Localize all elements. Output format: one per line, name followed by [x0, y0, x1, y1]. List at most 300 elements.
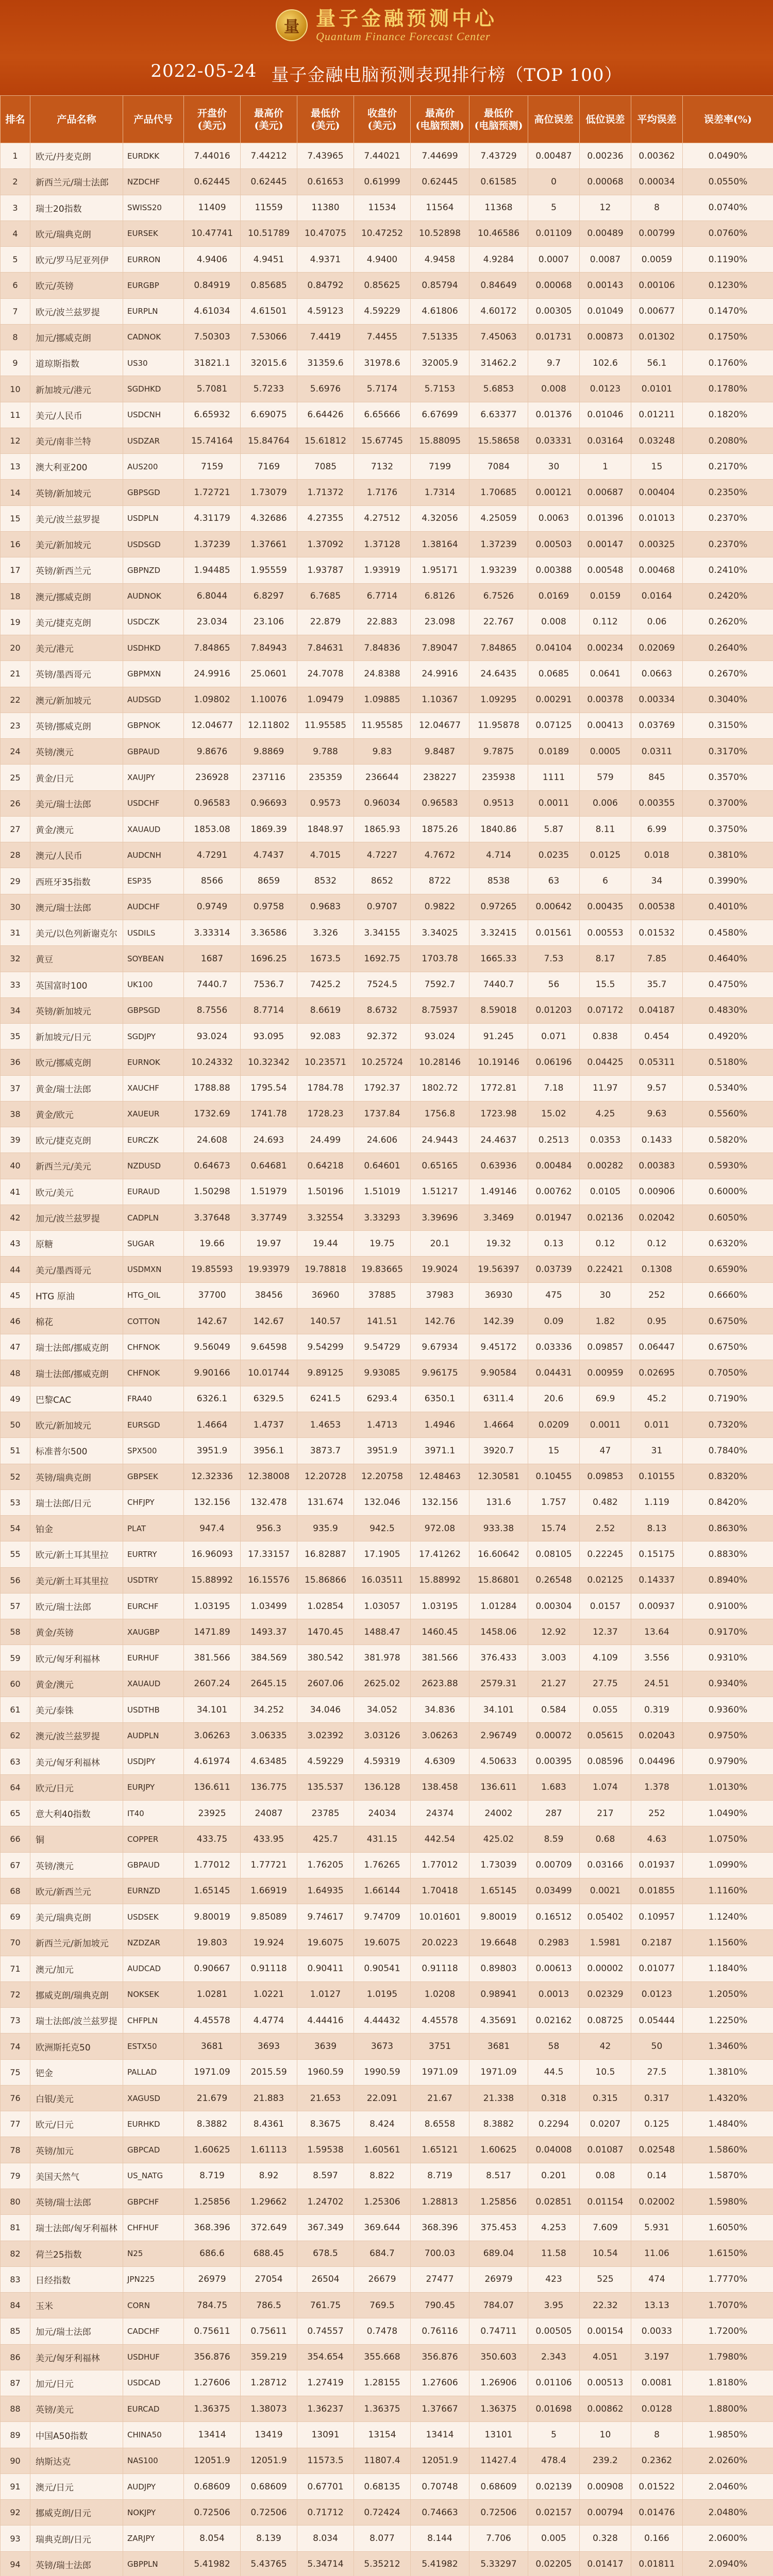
table-cell: 93.095 [241, 1024, 297, 1049]
table-cell: 10.54 [580, 2241, 631, 2266]
table-cell: 0.2187 [631, 1930, 683, 1956]
table-cell: 23785 [297, 1801, 354, 1826]
table-row [1, 324, 773, 350]
table-cell: 11427.4 [469, 2448, 528, 2473]
table-cell: 2579.31 [469, 1671, 528, 1697]
table-cell: 10.47075 [297, 221, 354, 246]
table-row [1, 635, 773, 661]
table-cell: 1.36375 [354, 2396, 411, 2422]
table-cell: 8.4361 [241, 2111, 297, 2137]
table-cell: 0.3150% [683, 713, 773, 738]
table-cell: 35.7 [631, 972, 683, 997]
column-header: 误差率(%) [683, 96, 773, 143]
table-cell: 0.9340% [683, 1671, 773, 1697]
table-cell: 0.02002 [631, 2189, 683, 2214]
table-cell: 英镑/瑞士法郎 [30, 2189, 123, 2214]
table-cell: 11534 [354, 195, 411, 221]
table-cell: 0.6590% [683, 1257, 773, 1282]
table-cell: SGDJPY [123, 1024, 184, 1049]
table-cell: 11564 [411, 195, 469, 221]
table-cell: 372.649 [241, 2215, 297, 2241]
table-cell: 1.119 [631, 1489, 683, 1515]
table-cell: 0.85685 [241, 273, 297, 298]
table-cell: 0.01532 [631, 920, 683, 945]
table-cell: 688.45 [241, 2241, 297, 2266]
table-cell: 0.5820% [683, 1127, 773, 1153]
table-cell: 英镑/挪威克朗 [30, 713, 123, 738]
table-cell: 4.7672 [411, 842, 469, 868]
table-cell: 2.0460% [683, 2473, 773, 2499]
table-cell: 0.01855 [631, 1878, 683, 1904]
table-cell: 3.37648 [184, 1205, 241, 1230]
table-cell: 25 [1, 765, 30, 790]
table-row [1, 1671, 773, 1697]
table-cell: CADCHF [123, 2318, 184, 2344]
table-row [1, 1774, 773, 1800]
table-cell: 0.03499 [528, 1878, 580, 1904]
table-cell: 12 [580, 195, 631, 221]
table-row [1, 2033, 773, 2059]
table-cell: 21.679 [184, 2085, 241, 2111]
table-cell: 6.8044 [184, 583, 241, 609]
table-cell: 12051.9 [411, 2448, 469, 2473]
table-cell: 34.046 [297, 1697, 354, 1722]
table-cell: 澳元/新加坡元 [30, 687, 123, 713]
table-cell: AUDNOK [123, 583, 184, 609]
table-cell: 1460.45 [411, 1619, 469, 1645]
table-cell: 5.33297 [469, 2551, 528, 2576]
table-cell: 美元/南非兰特 [30, 428, 123, 453]
table-cell: 355.668 [354, 2344, 411, 2370]
table-cell: 0.00677 [631, 298, 683, 324]
table-body [1, 143, 773, 2576]
table-cell: 81 [1, 2215, 30, 2241]
table-cell: 47 [580, 1438, 631, 1464]
table-cell: 34.101 [184, 1697, 241, 1722]
table-cell: 10.46586 [469, 221, 528, 246]
table-cell: 140.57 [297, 1308, 354, 1334]
table-cell: 1.28155 [354, 2370, 411, 2396]
table-cell: 美元/以色列新谢克尔 [30, 920, 123, 945]
table-cell: 48 [1, 1360, 30, 1386]
table-cell: 0.01106 [528, 2370, 580, 2396]
table-cell: 24.499 [297, 1127, 354, 1153]
table-cell: 27.5 [631, 2059, 683, 2085]
table-cell: 0.6050% [683, 1205, 773, 1230]
table-cell: 美元/泰铢 [30, 1697, 123, 1722]
table-cell: 9.83 [354, 739, 411, 765]
table-cell: 32015.6 [241, 350, 297, 376]
table-cell: 8.92 [241, 2163, 297, 2189]
table-cell: 6.99 [631, 816, 683, 842]
table-cell: 19.44 [297, 1231, 354, 1257]
table-cell: 433.95 [241, 1826, 297, 1852]
table-cell: 8.6619 [297, 997, 354, 1023]
table-cell: 20 [1, 635, 30, 661]
table-cell: 8.6732 [354, 997, 411, 1023]
table-row [1, 739, 773, 765]
table-cell: 1.70418 [411, 1878, 469, 1904]
table-cell: 678.5 [297, 2241, 354, 2266]
table-cell: 19.93979 [241, 1257, 297, 1282]
table-cell: 24.606 [354, 1127, 411, 1153]
table-cell: 31359.6 [297, 350, 354, 376]
table-cell: USDILS [123, 920, 184, 945]
table-row [1, 790, 773, 816]
table-cell: 3.37749 [241, 1205, 297, 1230]
table-cell: 1.0990% [683, 1852, 773, 1878]
table-cell: 0.75611 [241, 2318, 297, 2344]
table-cell: 0.04425 [580, 1049, 631, 1075]
table-row [1, 1541, 773, 1567]
table-cell: 0.00959 [580, 1360, 631, 1386]
table-cell: 0.317 [631, 2085, 683, 2111]
table-cell: 美元/捷克克朗 [30, 609, 123, 635]
table-cell: 美元/瑞士法郎 [30, 790, 123, 816]
table-cell: 11.95585 [297, 713, 354, 738]
table-cell: 17.33157 [241, 1541, 297, 1567]
table-cell: 0.01937 [631, 1852, 683, 1878]
table-cell: GBPCHF [123, 2189, 184, 2214]
table-cell: 0.22421 [580, 1257, 631, 1282]
table-cell: 1.1840% [683, 1956, 773, 1981]
table-cell: USDSGD [123, 531, 184, 557]
table-cell: 16.15576 [241, 1567, 297, 1593]
table-cell: 8.13 [631, 1516, 683, 1541]
table-cell: 瑞士法郎/匈牙利福林 [30, 2215, 123, 2241]
table-cell: 0.00906 [631, 1179, 683, 1205]
table-cell: 0.008 [528, 376, 580, 402]
table-cell: 6 [580, 868, 631, 894]
table-cell: 10.51789 [241, 221, 297, 246]
table-cell: GBPAUD [123, 1852, 184, 1878]
table-cell: 1853.08 [184, 816, 241, 842]
table-cell: 4.45578 [184, 2008, 241, 2033]
table-cell: 8.3675 [297, 2111, 354, 2137]
table-cell: 0 [528, 169, 580, 195]
table-cell: 8 [631, 195, 683, 221]
table-cell: 0.00147 [580, 531, 631, 557]
table-cell: 0.62445 [411, 169, 469, 195]
table-cell: 4.25 [580, 1101, 631, 1127]
table-cell: 1673.5 [297, 946, 354, 972]
table-cell: 0.26548 [528, 1567, 580, 1593]
table-cell: 3.95 [528, 2293, 580, 2318]
table-cell: 8 [1, 324, 30, 350]
table-cell: 欧元/匈牙利福林 [30, 1645, 123, 1671]
table-cell: 1.8800% [683, 2396, 773, 2422]
table-cell: 0.74711 [469, 2318, 528, 2344]
table-cell: 8652 [354, 868, 411, 894]
table-cell: 0.61653 [297, 169, 354, 195]
table-cell: 0.7478 [354, 2318, 411, 2344]
table-cell: 369.644 [354, 2215, 411, 2241]
table-cell: 0.01811 [631, 2551, 683, 2576]
table-cell: 12.30581 [469, 1464, 528, 1489]
table-cell: 21.653 [297, 2085, 354, 2111]
table-cell: 1.36375 [184, 2396, 241, 2422]
table-cell: 9.67934 [411, 1334, 469, 1360]
table-cell: 中国A50指数 [30, 2422, 123, 2448]
table-row [1, 2448, 773, 2473]
table-cell: 354.654 [297, 2344, 354, 2370]
table-cell: EURTRY [123, 1541, 184, 1567]
table-cell: 美元/瑞典克朗 [30, 1904, 123, 1930]
table-cell: 1865.93 [354, 816, 411, 842]
table-cell: 瑞士法郎/挪威克朗 [30, 1334, 123, 1360]
table-cell: 7.84631 [297, 635, 354, 661]
table-cell: 0.01203 [528, 997, 580, 1023]
table-cell: 27054 [241, 2266, 297, 2292]
table-cell: EURHKD [123, 2111, 184, 2137]
table-cell: 5 [528, 195, 580, 221]
table-cell: 19 [1, 609, 30, 635]
table-cell: USDHKD [123, 635, 184, 661]
table-cell: 1.28813 [411, 2189, 469, 2214]
table-cell: 1.5980% [683, 2189, 773, 2214]
table-cell: 7084 [469, 454, 528, 480]
table-row [1, 221, 773, 246]
table-cell: 0.0207 [580, 2111, 631, 2137]
table-cell: 30 [580, 1282, 631, 1308]
table-cell: 4.7291 [184, 842, 241, 868]
table-cell: 0.328 [580, 2526, 631, 2551]
table-cell: 367.349 [297, 2215, 354, 2241]
table-cell: 日经指数 [30, 2266, 123, 2292]
table-cell: 0.0021 [580, 1878, 631, 1904]
table-cell: NOKSEK [123, 1981, 184, 2007]
table-row [1, 195, 773, 221]
table-cell: 15.02 [528, 1101, 580, 1127]
table-cell: 7.43965 [297, 143, 354, 169]
table-cell: 0.2513 [528, 1127, 580, 1153]
table-cell: 4.9458 [411, 247, 469, 273]
table-cell: 欧元/新加坡元 [30, 1412, 123, 1438]
table-cell: 1.4664 [184, 1412, 241, 1438]
table-cell: 1.60561 [354, 2137, 411, 2163]
table-cell: 23.106 [241, 609, 297, 635]
table-cell: 11409 [184, 195, 241, 221]
table-cell: 38 [1, 1101, 30, 1127]
table-cell: 0.01522 [631, 2473, 683, 2499]
table-cell: 10.23571 [297, 1049, 354, 1075]
table-cell: 1.36375 [469, 2396, 528, 2422]
table-cell: 0.72506 [241, 2500, 297, 2526]
table-cell: 10.28146 [411, 1049, 469, 1075]
table-cell: 947.4 [184, 1516, 241, 1541]
table-cell: 7425.2 [297, 972, 354, 997]
table-cell: 933.38 [469, 1516, 528, 1541]
table-cell: 0.05615 [580, 1723, 631, 1749]
table-cell: 1.77012 [184, 1852, 241, 1878]
table-cell: 136.128 [354, 1774, 411, 1800]
table-cell: 4.63485 [241, 1749, 297, 1774]
table-cell: 5.7153 [411, 376, 469, 402]
table-cell: 0.2410% [683, 557, 773, 583]
column-header: 产品名称 [30, 96, 123, 143]
table-cell: NOKJPY [123, 2500, 184, 2526]
table-cell: 3.39696 [411, 1205, 469, 1230]
table-cell: 0.96583 [411, 790, 469, 816]
table-row [1, 1956, 773, 1981]
table-cell: 1.37667 [411, 2396, 469, 2422]
table-header [1, 96, 773, 143]
table-cell: 0.0059 [631, 247, 683, 273]
table-row [1, 402, 773, 428]
table-cell: 1.50196 [297, 1179, 354, 1205]
table-cell: 359.219 [241, 2344, 297, 2370]
table-cell: 16 [1, 531, 30, 557]
table-cell: 新加坡元/港元 [30, 376, 123, 402]
table-cell: 31 [631, 1438, 683, 1464]
table-cell: 73 [1, 2008, 30, 2033]
table-cell: 26979 [184, 2266, 241, 2292]
table-cell: 3751 [411, 2033, 469, 2059]
table-cell: 欧元/捷克克朗 [30, 1127, 123, 1153]
table-cell: 1.76205 [297, 1852, 354, 1878]
table-cell: FRA40 [123, 1386, 184, 1412]
table-cell: 1.0490% [683, 1801, 773, 1826]
table-cell: 0.00395 [528, 1749, 580, 1774]
table-cell: US_NATG [123, 2163, 184, 2189]
table-cell: 8.17 [580, 946, 631, 972]
table-cell: 376.433 [469, 1645, 528, 1671]
table-cell: 0.68609 [184, 2473, 241, 2499]
table-cell: 24.9916 [411, 661, 469, 687]
table-cell: 93.024 [184, 1024, 241, 1049]
table-cell: IT40 [123, 1801, 184, 1826]
table-cell: 0.02125 [580, 1567, 631, 1593]
table-cell: 0.9822 [411, 894, 469, 920]
table-cell: 12.92 [528, 1619, 580, 1645]
table-cell: 52 [1, 1464, 30, 1489]
table-cell: GBPNOK [123, 713, 184, 738]
table-cell: 澳大利亚200 [30, 454, 123, 480]
table-cell: 1.09295 [469, 687, 528, 713]
table-cell: 1.66144 [354, 1878, 411, 1904]
table-cell: 19.66 [184, 1231, 241, 1257]
table-cell: 0.00794 [580, 2500, 631, 2526]
table-cell: 3873.7 [297, 1438, 354, 1464]
table-cell: 0.00383 [631, 1153, 683, 1179]
table-cell: 0.91118 [411, 1956, 469, 1981]
table-cell: 5.7174 [354, 376, 411, 402]
table-cell: 0.4640% [683, 946, 773, 972]
table-cell: 0.482 [580, 1489, 631, 1515]
table-cell: 7.4455 [354, 324, 411, 350]
report-heading [0, 61, 773, 86]
table-cell: 加元/挪威克朗 [30, 324, 123, 350]
table-cell: 7169 [241, 454, 297, 480]
table-cell: 0.84792 [297, 273, 354, 298]
table-cell: 49 [1, 1386, 30, 1412]
table-cell: 7.43729 [469, 143, 528, 169]
table-cell: 0.0081 [631, 2370, 683, 2396]
table-cell: 7.45063 [469, 324, 528, 350]
table-cell: 24 [1, 739, 30, 765]
table-cell: 挪威克朗/瑞典克朗 [30, 1981, 123, 2007]
table-cell: 0.7840% [683, 1438, 773, 1464]
table-cell: 39 [1, 1127, 30, 1153]
table-cell: 15.74 [528, 1516, 580, 1541]
table-row [1, 1826, 773, 1852]
table-cell: AUDCHF [123, 894, 184, 920]
table-cell: 0.03248 [631, 428, 683, 453]
table-row [1, 1878, 773, 1904]
table-cell: 1.8180% [683, 2370, 773, 2396]
table-cell: 美元/新加坡元 [30, 531, 123, 557]
table-cell: HTG 原油 [30, 1282, 123, 1308]
table-cell: 7440.7 [469, 972, 528, 997]
table-cell: 10.47741 [184, 221, 241, 246]
table-cell: 9.80019 [469, 1904, 528, 1930]
table-cell: NZDZAR [123, 1930, 184, 1956]
table-cell: 92.372 [354, 1024, 411, 1049]
table-cell: CHFJPY [123, 1489, 184, 1515]
table-cell: 0.06 [631, 609, 683, 635]
table-cell: 1728.23 [297, 1101, 354, 1127]
table-cell: 87 [1, 2370, 30, 2396]
table-cell: 1.50298 [184, 1179, 241, 1205]
table-cell: 0.00613 [528, 1956, 580, 1981]
table-cell: 10 [580, 2422, 631, 2448]
table-cell: 0.3990% [683, 868, 773, 894]
table-cell: 9.8869 [241, 739, 297, 765]
table-cell: 1.03499 [241, 1593, 297, 1619]
table-cell: 24.9916 [184, 661, 241, 687]
table-row [1, 2163, 773, 2189]
table-cell: 15.58658 [469, 428, 528, 453]
table-cell: XAGUSD [123, 2085, 184, 2111]
table-cell: 0.76116 [411, 2318, 469, 2344]
table-cell: 13414 [184, 2422, 241, 2448]
table-cell: 1.59538 [297, 2137, 354, 2163]
table-cell: 8.3882 [184, 2111, 241, 2137]
table-cell: 7592.7 [411, 972, 469, 997]
table-row [1, 842, 773, 868]
table-cell: CHFNOK [123, 1334, 184, 1360]
table-cell: 0.64681 [241, 1153, 297, 1179]
column-header: 最低价 (美元) [297, 96, 354, 143]
table-cell: 13154 [354, 2422, 411, 2448]
table-row [1, 247, 773, 273]
table-cell: 欧元/瑞士法郎 [30, 1593, 123, 1619]
table-cell: 3920.7 [469, 1438, 528, 1464]
table-cell: 1.65145 [469, 1878, 528, 1904]
table-cell: 15.88992 [411, 1567, 469, 1593]
table-cell: 西班牙35指数 [30, 868, 123, 894]
table-cell: 9.54299 [297, 1334, 354, 1360]
table-cell: 9.93085 [354, 1360, 411, 1386]
table-cell: 15.86801 [469, 1567, 528, 1593]
table-cell: 7440.7 [184, 972, 241, 997]
table-cell: 1.51019 [354, 1179, 411, 1205]
table-cell: 32005.9 [411, 350, 469, 376]
table-cell: 0.95 [631, 1308, 683, 1334]
table-cell: 15.86866 [297, 1567, 354, 1593]
table-cell: 12.32336 [184, 1464, 241, 1489]
table-cell: 0.62445 [184, 169, 241, 195]
table-cell: 1.09885 [354, 687, 411, 713]
table-cell: 0.96034 [354, 790, 411, 816]
table-cell: 7.44699 [411, 143, 469, 169]
table-cell: 9.90584 [469, 1360, 528, 1386]
table-cell: 4.61974 [184, 1749, 241, 1774]
table-cell: 1.38073 [241, 2396, 297, 2422]
table-cell: 0.00762 [528, 1179, 580, 1205]
table-cell: 1.683 [528, 1774, 580, 1800]
table-cell: 252 [631, 1282, 683, 1308]
